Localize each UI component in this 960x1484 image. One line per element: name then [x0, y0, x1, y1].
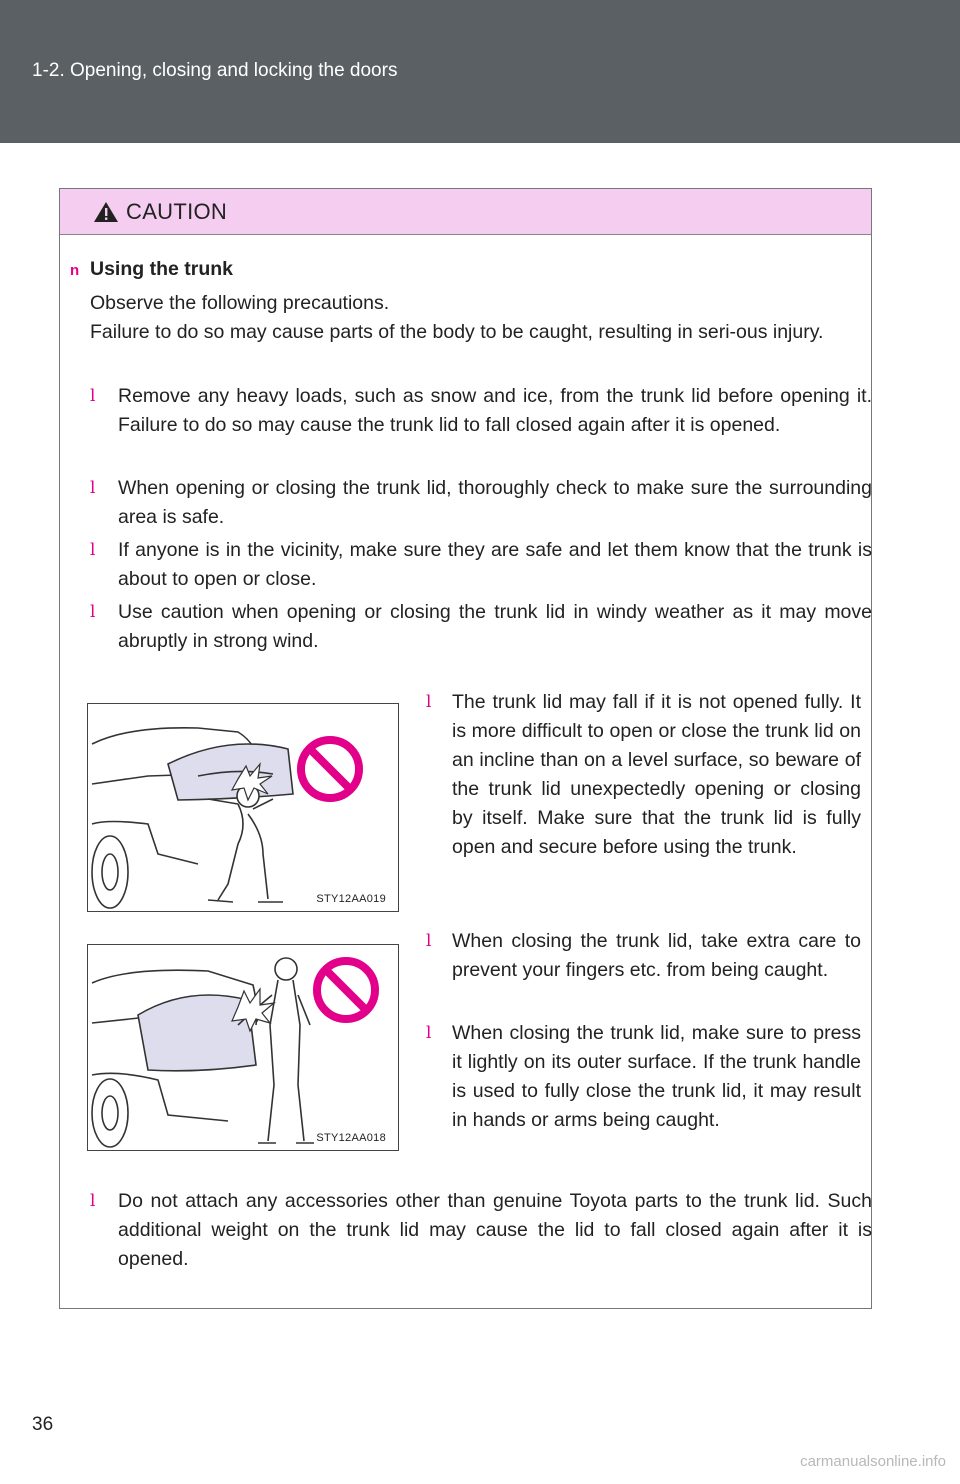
bullet-icon: l	[426, 931, 432, 951]
watermark: carmanualsonline.info	[800, 1453, 946, 1470]
warning-triangle-icon	[93, 201, 119, 223]
side-bullet-item: l The trunk lid may fall if it is not opened fully. It is more difficult to open or close the trunk lid on an incline than on a level surface, so beware of the trunk lid unexpectedly opening or closing by itself. Make sure that the trunk lid is fully open and secure before using the trunk.	[426, 688, 861, 862]
bullet-item: l Remove any heavy loads, such as snow and ice, from the trunk lid before opening it. Failure to do so may cause the trunk lid to fall closed again after it is opened.	[90, 382, 872, 440]
bullet-item: l If anyone is in the vicinity, make sure they are safe and let them know that the trunk is about to open or close.	[90, 536, 872, 594]
illustration-code: STY12AA018	[316, 1132, 386, 1144]
prohibited-icon	[313, 957, 379, 1023]
section-breadcrumb: 1-2. Opening, closing and locking the doors	[32, 60, 398, 81]
illustration-trunk-falling	[87, 703, 399, 912]
illustration-trunk-closing	[87, 944, 399, 1151]
bullet-item: l Use caution when opening or closing the trunk lid in windy weather as it may move abruptly in strong wind.	[90, 598, 872, 656]
side-bullet-item: l When closing the trunk lid, make sure to press it lightly on its outer surface. If the trunk handle is used to fully close the trunk lid, it may result in hands or arms being caught.	[426, 1019, 861, 1135]
bullet-icon: l	[90, 602, 96, 622]
prohibited-icon	[297, 736, 363, 802]
bullet-item: l Do not attach any accessories other than genuine Toyota parts to the trunk lid. Such additional weight on the trunk lid may cause the lid to fall closed again after it is opened.	[90, 1187, 872, 1274]
bullet-icon: l	[426, 692, 432, 712]
caution-label: CAUTION	[126, 199, 228, 224]
bullet-icon: l	[90, 478, 96, 498]
bullet-icon: l	[90, 1191, 96, 1211]
illustration-code: STY12AA019	[316, 893, 386, 905]
bullet-icon: l	[426, 1023, 432, 1043]
warning-text: Failure to do so may cause parts of the body to be caught, resulting in seri-ous injury.	[90, 321, 824, 343]
page-number: 36	[32, 1414, 54, 1435]
intro-text: Observe the following precautions.	[90, 292, 390, 314]
section-title: n Using the trunk	[70, 255, 233, 285]
page-header	[0, 0, 960, 143]
bullet-icon: l	[90, 386, 96, 406]
caution-header	[60, 189, 871, 235]
bullet-item: l When opening or closing the trunk lid, thoroughly check to make sure the surrounding area is safe.	[90, 474, 872, 532]
square-bullet-icon: n	[70, 262, 80, 279]
side-bullet-item: l When closing the trunk lid, take extra care to prevent your fingers etc. from being caught.	[426, 927, 861, 985]
bullet-icon: l	[90, 540, 96, 560]
